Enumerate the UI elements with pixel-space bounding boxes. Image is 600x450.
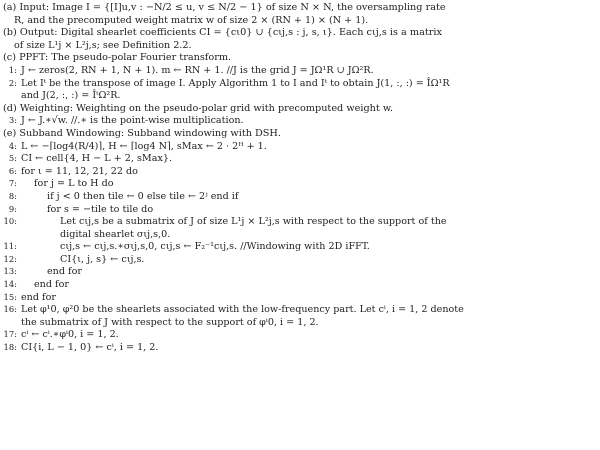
step-continuation [3,317,597,330]
step-text: cⁱ ← cⁱ.∗φⁱ0, i = 1, 2. [21,329,119,341]
step-number: 13: [3,266,17,277]
step-text: CI{i, L − 1, 0} ← cⁱ, i = 1, 2. [21,342,159,354]
step-number: 4: [8,140,17,151]
step-number: 3: [8,115,17,126]
step-continuation [3,90,597,103]
algorithm-step [3,115,597,128]
step-number: 1: [8,64,17,75]
section-heading [3,52,597,65]
section-heading [3,103,597,116]
step-number: 2: [8,77,17,88]
step-text: L ← −⌈log4(R/4)⌉, H ← ⌈log4 N⌉, sMax ← 2 · 2ᴴ + 1. [21,140,267,152]
step-text: cιj,s ← cιj,s.∗σιj,s,0, cιj,s ← F₂⁻¹cιj,s. //Windowing with 2D iFFT. [60,241,370,253]
step-number: 9: [8,203,17,214]
step-text: for s = −tile to tile do [47,203,154,215]
section-heading [3,2,597,15]
step-text: for j = L to H do [34,178,114,190]
step-text: Let cιj,s be a submatrix of J of size L¹j × L²j,s with respect to the support of the [60,216,447,228]
step-number: 15: [3,291,17,302]
algorithm-step [3,166,597,179]
step-text: CI ← cell{4, H − L + 2, sMax}. [21,153,173,165]
step-number: 11: [3,241,17,252]
step-number: 7: [8,178,17,189]
step-text: for ι = 11, 12, 21, 22 do [21,165,138,177]
section-text: (d) Weighting: Weighting on the pseudo-polar grid with precomputed weight w. [3,102,394,114]
step-text: J ← J.∗√w. //.∗ is the point-wise multiplication. [21,115,244,127]
section-text: (c) PPFT: The pseudo-polar Fourier transform. [3,52,232,64]
step-continuation [3,229,597,242]
continuation-line [3,15,597,28]
algorithm-step [3,204,597,217]
section-text: (e) Subband Windowing: Subband windowing with DSH. [3,127,281,139]
algorithm-step [3,254,597,267]
section-heading [3,27,597,40]
continuation-text: R, and the precomputed weight matrix w of size 2 × (RN + 1) × (N + 1). [14,14,369,26]
algorithm-step [3,153,597,166]
algorithm-step [3,304,597,317]
step-number: 17: [3,329,17,340]
algorithm-step [3,216,597,229]
step-number: 10: [3,216,17,227]
algorithm-step [3,141,597,154]
algorithm-step [3,191,597,204]
algorithm-step [3,65,597,78]
step-text: end for [21,291,56,303]
section-heading [3,128,597,141]
step-text: CI{ι, j, s} ← cιj,s. [60,253,145,265]
algorithm-block [3,2,597,355]
algorithm-step [3,342,597,355]
step-text: end for [34,279,69,291]
algorithm-step [3,266,597,279]
algorithm-step [3,241,597,254]
step-continuation-text: the submatrix of J with respect to the support of φⁱ0, i = 1, 2. [21,316,319,328]
step-text: Let φ¹0, φ²0 be the shearlets associated with the low-frequency part. Let cⁱ, i = 1, 2 denote [21,304,464,316]
step-number: 18: [3,342,17,353]
step-number: 8: [8,190,17,201]
algorithm-step [3,78,597,91]
step-number: 14: [3,279,17,290]
continuation-text: of size L¹j × L²j,s; see Definition 2.2. [14,39,192,51]
step-number: 5: [8,153,17,164]
step-continuation-text: and J(2, :, :) = ÎᵗΩ²R. [21,90,121,102]
continuation-line [3,40,597,53]
step-text: Let Iᵗ be the transpose of image I. Apply Algorithm 1 to I and Iᵗ to obtain J(1, :, :) = ÎΩ¹R [21,77,450,89]
step-number: 12: [3,253,17,264]
algorithm-step [3,292,597,305]
step-text: if j < 0 then tile ← 0 else tile ← 2ʲ end if [47,190,239,202]
step-number: 6: [8,165,17,176]
algorithm-step [3,329,597,342]
section-text: (a) Input: Image I = {[I]u,v : −N/2 ≤ u, v ≤ N/2 − 1} of size N × N, the oversampling rate [3,2,446,13]
section-text: (b) Output: Digital shearlet coefficients CI = {cι0} ∪ {cιj,s : j, s, ι}. Each cιj,s is a matrix [3,27,442,39]
algorithm-step [3,178,597,191]
step-text: J ← zeros(2, RN + 1, N + 1). m ← RN + 1. //J is the grid J = JΩ¹R ∪ JΩ²R. [21,64,374,76]
step-number: 16: [3,304,17,315]
step-text: end for [47,266,82,278]
algorithm-step [3,279,597,292]
step-continuation-text: digital shearlet σιj,s,0. [60,228,171,240]
